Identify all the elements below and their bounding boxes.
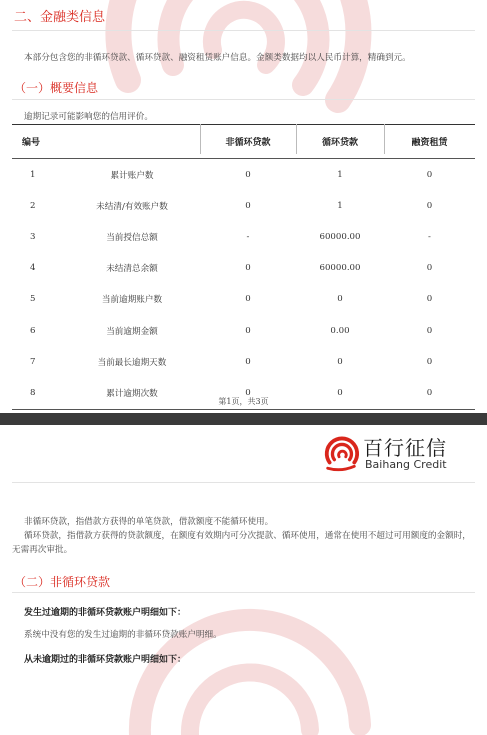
cell-nonrevolving: 0 — [245, 200, 251, 211]
cell-leasing: 0 — [426, 356, 433, 367]
cell-item: 未结清总余额 — [106, 264, 158, 275]
cell-no: 2 — [30, 200, 36, 211]
col-header-nonrevolving: 非循环贷款 — [200, 125, 296, 159]
cell-leasing: 0 — [426, 294, 433, 305]
cell-no: 7 — [30, 356, 36, 367]
cell-nonrevolving: 0 — [200, 377, 296, 409]
cell-item: 累计逾期次数 — [64, 377, 200, 409]
header-separator — [384, 124, 385, 154]
cell-nonrevolving: 0 — [245, 356, 251, 367]
cell-no: 1 — [30, 169, 36, 180]
cell-revolving: 0.00 — [330, 325, 350, 336]
cell-item: 当前授信总额 — [106, 232, 158, 243]
overdue-accounts-heading: 发生过逾期的非循环贷款账户明细如下： — [24, 608, 187, 618]
table-header-row — [12, 125, 475, 159]
cell-revolving: 0 — [296, 377, 384, 409]
cell-item: 当前最长逾期天数 — [97, 357, 167, 368]
cell-item: 未结清/有效账户数 — [96, 201, 168, 212]
revolving-definition: 循环贷款，指借款方获得的贷款额度，在额度有效期内可分次提款、循环使用，通常在使用不超过可用额度的金额时，无需再次审批。 — [12, 531, 471, 555]
subsection-title: （一）概要信息 — [14, 81, 99, 95]
cell-nonrevolving: 0 — [245, 294, 251, 305]
logo-text-en: Baihang Credit — [365, 458, 447, 471]
cell-item: 当前逾期账户数 — [101, 295, 163, 306]
header-separator — [296, 124, 297, 154]
cell-item: 累计账户数 — [110, 170, 154, 181]
cell-nonrevolving: 0 — [245, 263, 251, 274]
cell-revolving: 0 — [337, 294, 343, 305]
cell-revolving: 1 — [337, 169, 343, 180]
table-row — [12, 221, 475, 252]
subsection-title: （二）非循环贷款 — [14, 575, 111, 589]
cell-revolving: 60000.00 — [319, 231, 361, 242]
table-row — [12, 284, 475, 315]
cell-item: 当前逾期金额 — [106, 326, 158, 337]
divider — [12, 99, 475, 100]
cell-leasing: 0 — [426, 325, 433, 336]
baihang-logo — [322, 431, 462, 475]
baihang-logo-icon — [322, 433, 360, 473]
table-row — [12, 190, 475, 221]
table-row — [12, 346, 475, 377]
nonrevolving-definition: 非循环贷款，指借款方获得的单笔贷款，借款额度不能循环使用。 — [24, 517, 274, 527]
section-title: 二、金融类信息 — [14, 10, 106, 25]
cell-no: 4 — [30, 263, 36, 274]
col-header-revolving: 循环贷款 — [296, 125, 384, 159]
logo-text-cn: 百行征信 — [363, 436, 447, 460]
cell-no: 3 — [30, 231, 36, 242]
cell-nonrevolving: 0 — [245, 325, 251, 336]
cell-leasing: 0 — [384, 377, 475, 409]
table-row — [12, 253, 475, 284]
header-separator — [200, 124, 201, 154]
overdue-accounts-text: 系统中没有您的发生过逾期的非循环贷款账户明细。 — [24, 630, 222, 640]
divider — [12, 30, 475, 31]
cell-no: 5 — [30, 294, 36, 305]
cell-leasing: 0 — [426, 263, 433, 274]
summary-table — [12, 124, 475, 410]
cell-nonrevolving: 0 — [245, 169, 251, 180]
cell-leasing: - — [428, 231, 431, 242]
col-header-leasing: 融资租赁 — [384, 125, 475, 159]
col-header-no: 编号 — [12, 125, 64, 159]
overdue-note: 逾期记录可能影响您的信用评价。 — [24, 112, 153, 122]
divider — [12, 482, 475, 483]
divider — [12, 592, 475, 593]
page-gap — [0, 413, 487, 425]
cell-no: 6 — [30, 325, 36, 336]
cell-leasing: 0 — [426, 200, 433, 211]
never-overdue-heading: 从未逾期过的非循环贷款账户明细如下： — [24, 655, 187, 665]
cell-leasing: 0 — [426, 169, 433, 180]
cell-revolving: 1 — [337, 200, 343, 211]
col-header-item — [64, 125, 200, 159]
section-intro: 本部分包含您的非循环贷款、循环贷款、融资租赁账户信息。金额类数据均以人民币计算，精确到元。 — [24, 53, 411, 63]
table-row — [12, 315, 475, 346]
page-number: 第1页，共3页 — [218, 397, 269, 406]
report-page-2 — [0, 425, 487, 665]
cell-revolving: 60000.00 — [319, 263, 361, 274]
table-row — [12, 159, 475, 191]
cell-no: 8 — [12, 377, 64, 409]
cell-revolving: 0 — [337, 356, 343, 367]
cell-nonrevolving: - — [246, 231, 250, 242]
